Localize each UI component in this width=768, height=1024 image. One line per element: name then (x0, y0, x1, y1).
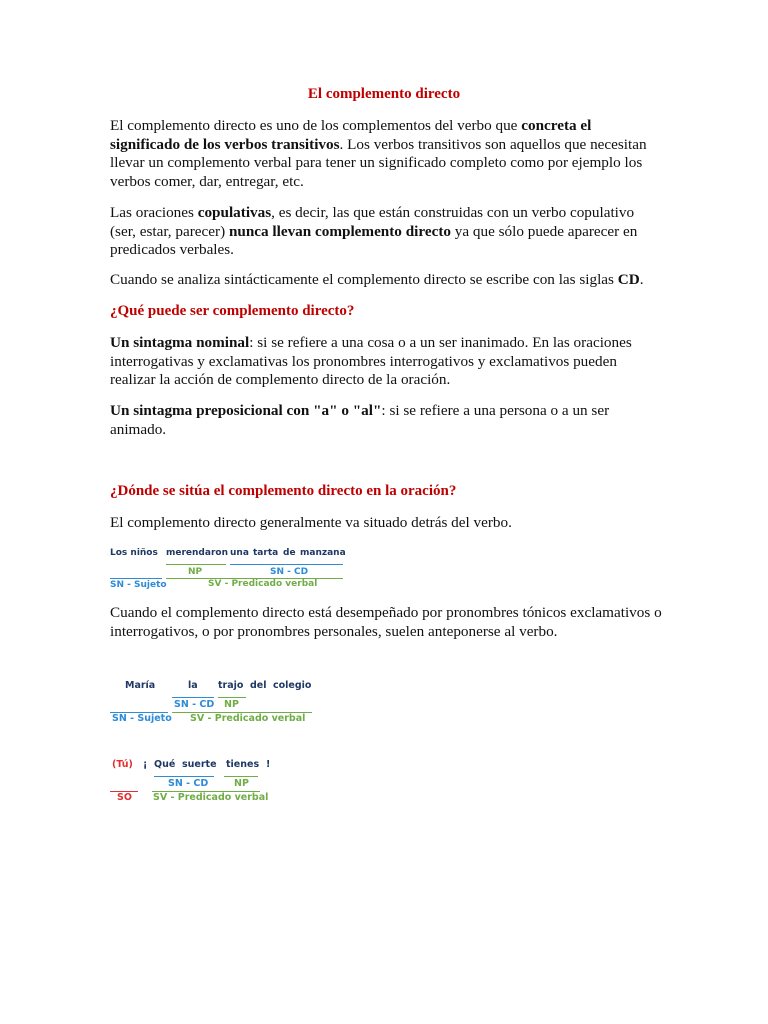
text-run: . Los verbos transitivos son aquellos que necesitan llevar un complemento verbal para tener un significado completo como por ejemplo los verbos comer, dar, entregar, etc. (110, 135, 647, 190)
label-sn-cd: SN - CD (270, 567, 309, 577)
label-sv-predicado: SV - Predicado verbal (190, 713, 306, 724)
label-sn-cd: SN - CD (174, 699, 215, 710)
word-exclamation-open: ¡ (143, 759, 148, 770)
label-np: NP (188, 567, 203, 577)
np-underline (224, 776, 258, 777)
document-title: El complemento directo (307, 86, 461, 102)
word-tarta: tarta (253, 548, 279, 558)
word-exclamation-close: ! (266, 759, 271, 770)
word-merendaron: merendaron (166, 548, 228, 558)
label-sn-sujeto: SN - Sujeto (112, 713, 172, 724)
label-sn-sujeto: SN - Sujeto (110, 580, 167, 590)
text-run: : si se refiere a una persona o a un ser animado. (110, 402, 610, 438)
label-sv-predicado: SV - Predicado verbal (153, 792, 269, 803)
word-tu: (Tú) (112, 759, 133, 770)
label-np: NP (224, 699, 239, 710)
bold-text: Un sintagma nominal (110, 334, 250, 351)
heading-donde-se-situa: ¿Dónde se sitúa el complemento directo en la oración? (110, 483, 457, 499)
text-run: Las oraciones (110, 204, 198, 221)
text-run: : si se refiere a una cosa o a un ser inanimado. En las oraciones interrogativas y exclamativas los pronombres interrogativos y exclamativos pueden realizar la acción de complemento directo de la oración. (110, 334, 632, 389)
text-run: Cuando se analiza sintácticamente el complemento directo se escribe con las siglas (110, 271, 618, 288)
text-run: , es decir, las que están construidas con un verbo copulativo (ser, estar, parecer) (110, 204, 635, 240)
word-que: Qué (154, 759, 176, 770)
word-tienes: tienes (226, 759, 260, 770)
sujeto-underline (110, 578, 162, 579)
word-una: una (230, 548, 249, 558)
word-los-ninos: Los niños (110, 548, 158, 558)
label-np: NP (234, 778, 249, 789)
word-del: del (250, 680, 267, 691)
label-so: SO (117, 792, 132, 803)
paragraph-sintagma-preposicional (110, 402, 662, 439)
paragraph-definition (110, 117, 662, 191)
bold-text: concreta el significado de los verbos transitivos (110, 117, 592, 153)
paragraph-copulativas (110, 204, 662, 260)
text-run: . (639, 271, 644, 288)
np-underline (218, 697, 246, 698)
paragraph-sintagma-nominal (110, 334, 662, 390)
label-sn-cd: SN - CD (168, 778, 209, 789)
word-colegio: colegio (273, 680, 312, 691)
word-manzana: manzana (300, 548, 346, 558)
heading-que-puede-ser: ¿Qué puede ser complemento directo? (110, 303, 355, 319)
word-trajo: trajo (218, 680, 244, 691)
bold-text: CD (617, 271, 640, 288)
paragraph-anteponerse: Cuando el complemento directo está desempeñado por pronombres tónicos exclamativos o interrogativos, o por pronombres personales, suelen anteponerse al verbo. (110, 604, 662, 640)
np-underline (166, 564, 226, 565)
paragraph-detras-verbo: El complemento directo generalmente va situado detrás del verbo. (110, 514, 512, 531)
sncd-underline (172, 697, 214, 698)
word-la: la (188, 680, 198, 691)
syntax-diagram-que-suerte (110, 757, 285, 807)
sncd-underline (230, 564, 343, 565)
bold-text: Un sintagma preposicional con "a" o "al" (110, 402, 382, 419)
label-sv-predicado: SV - Predicado verbal (208, 579, 318, 589)
syntax-diagram-merendaron (110, 546, 350, 592)
sncd-underline (154, 776, 214, 777)
bold-text: nunca llevan complemento directo (228, 222, 451, 240)
word-suerte: suerte (182, 759, 217, 770)
text-run: El complemento directo es uno de los complementos del verbo que (110, 117, 522, 134)
bold-text: copulativas (197, 204, 272, 221)
text-run: ya que sólo puede aparecer en predicados verbales. (110, 222, 638, 259)
word-maria: María (125, 680, 156, 691)
syntax-diagram-maria (110, 678, 320, 728)
paragraph-siglas (110, 271, 662, 290)
word-de: de (283, 548, 296, 558)
